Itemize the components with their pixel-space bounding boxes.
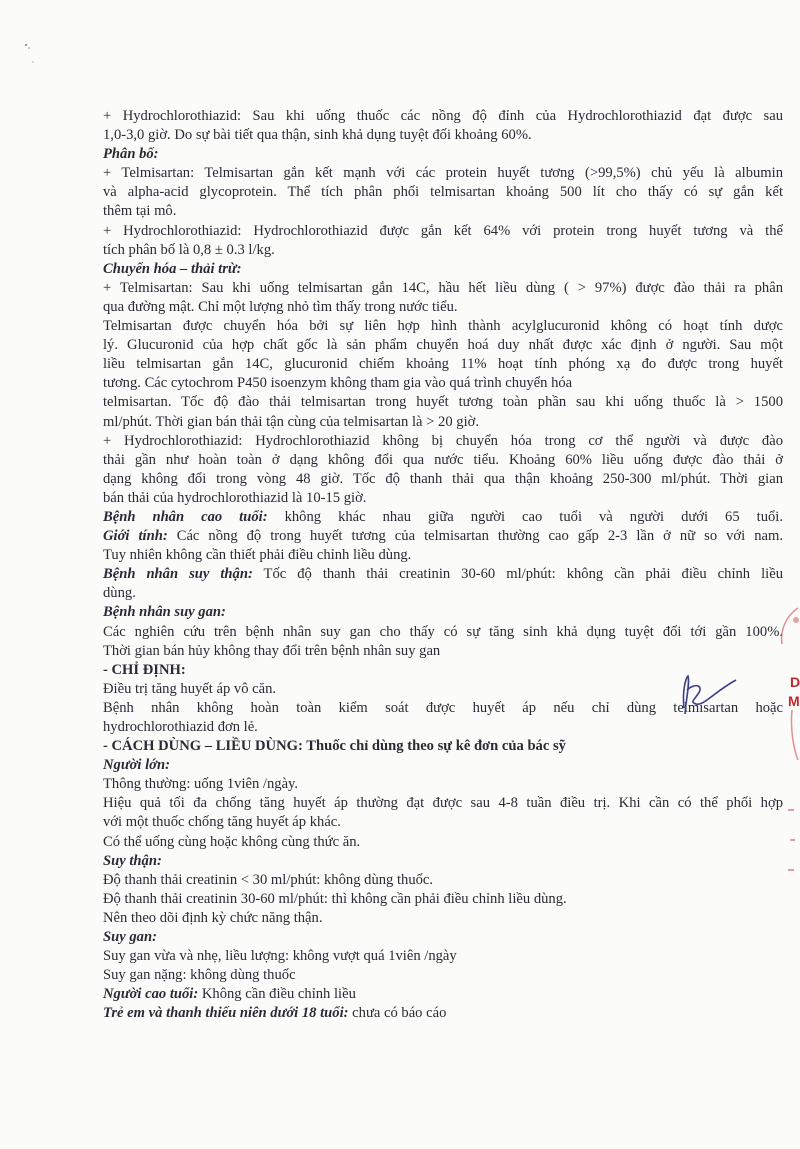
text-line xyxy=(103,145,783,164)
text-line xyxy=(103,623,783,642)
handwritten-initial-signature xyxy=(674,670,744,720)
line-text: qua đường mật. Chỉ một lượng nhỏ tìm thấy trong nước tiểu. xyxy=(103,298,458,315)
text-line xyxy=(103,527,783,546)
line-text: Nên theo dõi định kỳ chức năng thận. xyxy=(103,909,323,926)
text-line xyxy=(103,126,783,145)
text-line xyxy=(103,890,783,909)
subheading: Bệnh nhân suy gan: xyxy=(103,604,226,621)
text-line xyxy=(103,966,783,985)
text-line xyxy=(103,355,783,374)
text-line xyxy=(103,565,783,584)
text-line xyxy=(103,432,783,451)
text-line xyxy=(103,374,783,393)
text-line xyxy=(103,241,783,260)
text-line xyxy=(103,393,783,412)
line-text: Suy gan vừa và nhẹ, liều lượng: không vượt quá 1viên /ngày xyxy=(103,948,457,965)
text-line xyxy=(103,508,783,527)
text-line xyxy=(103,546,783,565)
line-text: thêm tại mô. xyxy=(103,203,177,220)
line-text: Thông thường: uống 1viên /ngày. xyxy=(103,776,299,793)
text-line xyxy=(103,183,783,202)
line-text: Không cần điều chỉnh liều xyxy=(198,986,356,1003)
text-line xyxy=(103,1004,783,1023)
line-text: + Hydrochlorothiazid: Hydrochlorothiazid không bị chuyển hóa trong cơ thể người và được đào xyxy=(103,432,783,449)
text-line xyxy=(103,756,783,775)
line-text: tương. Các cytochrom P450 isoenzym không tham gia vào quá trình chuyển hóa xyxy=(103,375,573,392)
text-line xyxy=(103,413,783,432)
stamp-letter-m: M xyxy=(788,693,800,709)
section-heading: - CHỈ ĐỊNH: xyxy=(103,661,186,678)
subheading: Suy gan: xyxy=(103,929,157,946)
line-text: Độ thanh thải creatinin 30-60 ml/phút: thì không cần phải điều chỉnh liều dùng. xyxy=(103,890,567,907)
line-text: 1,0-3,0 giờ. Do sự bài tiết qua thận, sinh khả dụng tuyệt đối khoảng 60%. xyxy=(103,127,532,144)
subheading: Suy thận: xyxy=(103,852,162,869)
line-text: thải gần như hoàn toàn ở dạng không đổi qua nước tiểu. Khoảng 60% liều uống được đào thải ở xyxy=(103,451,783,468)
text-line xyxy=(103,833,783,852)
line-text: Các nghiên cứu trên bệnh nhân suy gan cho thấy có sự tăng sinh khả dụng tuyệt đối tới gần 100%. xyxy=(103,623,783,640)
text-line xyxy=(103,489,783,508)
text-line xyxy=(103,470,783,489)
red-stamp-edge xyxy=(762,600,800,900)
line-text: Điều trị tăng huyết áp vô căn. xyxy=(103,680,277,697)
stamp-letter-d: D xyxy=(790,674,800,690)
line-text: Thời gian bán hủy không thay đổi trên bệnh nhân suy gan xyxy=(103,642,441,659)
text-line xyxy=(103,775,783,794)
text-line xyxy=(103,813,783,832)
line-text: + Telmisartan: Sau khi uống telmisartan gắn 14C, hầu hết liều dùng ( > 97%) được đào thải ra phân xyxy=(103,279,783,296)
text-line xyxy=(103,107,783,126)
inline-label: Trẻ em và thanh thiếu niên dưới 18 tuổi: xyxy=(103,1005,349,1022)
inline-label: Giới tính: xyxy=(103,528,168,545)
line-text: Hiệu quả tối đa chống tăng huyết áp thường đạt được sau 4-8 tuần điều trị. Khi cần có thể phối hợp xyxy=(103,795,783,812)
text-line xyxy=(103,871,783,890)
line-text: Tuy nhiên không cần thiết phải điều chỉnh liều dùng. xyxy=(103,547,412,564)
line-text: và alpha-acid glycoprotein. Thể tích phân phối telmisartan khoảng 500 lít cho thấy có sự gắn kết xyxy=(103,184,783,201)
line-text: Độ thanh thải creatinin < 30 ml/phút: không dùng thuốc. xyxy=(103,871,434,888)
text-line xyxy=(103,985,783,1004)
text-line xyxy=(103,451,783,470)
line-text: không khác nhau giữa người cao tuổi và người dưới 65 tuổi. xyxy=(267,508,784,525)
line-text: với một thuốc chống tăng huyết áp khác. xyxy=(103,814,341,831)
text-line xyxy=(103,737,783,756)
text-line xyxy=(103,164,783,183)
line-text: bán thải của hydrochlorothiazid là 10-15 giờ. xyxy=(103,489,367,506)
text-line xyxy=(103,222,783,241)
text-line xyxy=(103,718,783,737)
line-text: Tốc độ thanh thải creatinin 30-60 ml/phút: không cần phải điều chỉnh liều xyxy=(252,566,783,583)
line-text: Các nồng độ trong huyết tương của telmisartan thường cao gấp 2-3 lần ở nữ so với nam. xyxy=(167,528,783,545)
line-text: tích phân bố là 0,8 ± 0.3 l/kg. xyxy=(103,241,275,258)
text-line xyxy=(103,642,783,661)
line-text: ml/phút. Thời gian bán thải tận cùng của telmisartan là > 20 giờ. xyxy=(103,413,479,430)
text-line xyxy=(103,584,783,603)
document-body xyxy=(103,107,783,1024)
line-text: chưa có báo cáo xyxy=(348,1005,447,1022)
line-text: + Hydrochlorothiazid: Sau khi uống thuốc các nồng độ đỉnh của Hydrochlorothiazid đạt được sau xyxy=(103,108,783,124)
subheading: Người lớn: xyxy=(103,757,170,774)
text-line xyxy=(103,603,783,622)
subheading: Chuyển hóa – thải trừ: xyxy=(103,260,242,277)
line-text: Bệnh nhân không hoàn toàn kiểm soát được huyết áp nếu chỉ dùng telmisartan hoặc xyxy=(103,699,783,716)
line-text: Suy gan nặng: không dùng thuốc xyxy=(103,967,296,984)
line-text: Có thể uống cùng hoặc không cùng thức ăn. xyxy=(103,833,361,850)
line-text: + Telmisartan: Telmisartan gắn kết mạnh với các protein huyết tương (>99,5%) chủ yếu là albumin xyxy=(103,165,783,182)
text-line xyxy=(103,317,783,336)
line-text: + Hydrochlorothiazid: Hydrochlorothiazid được gắn kết 64% với protein trong huyết tương và thể xyxy=(103,222,783,239)
scan-specks xyxy=(20,40,50,70)
line-text: dạng không đổi trong vòng 48 giờ. Tốc độ thanh thải qua thận khoảng 250-300 ml/phút. Thời gian xyxy=(103,470,783,487)
text-line xyxy=(103,336,783,355)
line-text: liều telmisartan gắn 14C, glucuronid chiếm khoảng 11% hoạt tính phóng xạ đo được trong huyết xyxy=(103,356,783,373)
text-line xyxy=(103,202,783,221)
inline-label: Người cao tuổi: xyxy=(103,986,199,1003)
line-text: Telmisartan được chuyển hóa bởi sự liên hợp hình thành acylglucuronid không có hoạt tính dược xyxy=(103,318,783,335)
text-line xyxy=(103,794,783,813)
section-heading: - CÁCH DÙNG – LIỀU DÙNG: Thuốc chỉ dùng theo sự kê đơn của bác sỹ xyxy=(103,738,566,755)
line-text: lý. Glucuronid của hợp chất gốc là sản phẩm chuyển hoá duy nhất được xác định ở người. Sau một xyxy=(103,337,783,354)
text-line xyxy=(103,279,783,298)
text-line xyxy=(103,260,783,279)
inline-label: Bệnh nhân cao tuổi: xyxy=(103,508,268,525)
text-line xyxy=(103,909,783,928)
line-text: hydrochlorothiazid đơn lẻ. xyxy=(103,719,258,735)
inline-label: Bệnh nhân suy thận: xyxy=(103,566,253,583)
text-line xyxy=(103,852,783,871)
line-text: dùng. xyxy=(103,585,136,602)
text-line xyxy=(103,947,783,966)
subheading: Phân bố: xyxy=(103,146,159,163)
text-line xyxy=(103,298,783,317)
line-text: telmisartan. Tốc độ đào thải telmisartan trong huyết tương toàn phần sau khi uống thuốc là > 1500 xyxy=(103,394,783,411)
text-line xyxy=(103,928,783,947)
